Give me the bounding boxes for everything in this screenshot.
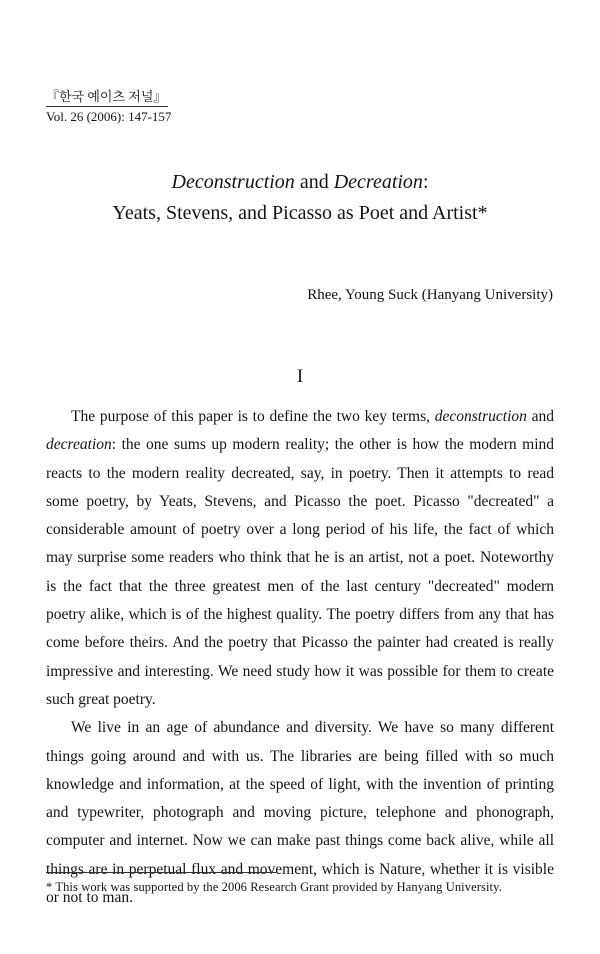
volume-pages: Vol. 26 (2006): 147-157 — [46, 109, 172, 124]
paragraph-1 — [46, 403, 554, 714]
paper-title-line2: Yeats, Stevens, and Picasso as Poet and Artist* — [112, 202, 488, 224]
p1-text-a: The purpose of this paper is to define the two key terms, — [71, 408, 435, 425]
paper-title-line1 — [0, 171, 600, 194]
journal-header — [46, 88, 171, 125]
title-decreation: Decreation — [333, 171, 423, 193]
author-affiliation: Rhee, Young Suck (Hanyang University) — [307, 287, 553, 303]
title-deconstruction: Deconstruction — [171, 171, 295, 193]
section-heading: I — [296, 366, 304, 387]
p1-text-c: : the one sums up modern reality; the other is how the modern mind reacts to the modern reality decreated, say, in poetry. Then it attempts to read some poetry, by Yeats, Stevens, and Picasso the poet. Picasso "decreated" a considerable amount of poetry over a long period of his life, the fact of which may surprise some readers who think that he is an artist, not a poet. Noteworthy is the fact that the three greatest men of the last century "decreated" modern poetry alike, which is of the highest quality. The poetry differs from any that has come before theirs. And the poetry that Picasso the painter had created is really impressive and interesting. We need study how it was possible for them to create such great poetry. — [46, 436, 554, 708]
title-and: and — [294, 171, 334, 193]
footnote: * This work was supported by the 2006 Research Grant provided by Hanyang University. — [46, 880, 502, 894]
body-text — [46, 403, 554, 912]
p1-text-b: and — [526, 408, 554, 425]
footnote-rule — [46, 872, 276, 873]
journal-name: 『한국 예이츠 저널』 — [46, 88, 168, 107]
title-colon: : — [422, 171, 429, 193]
p1-term-decreation: decreation — [46, 436, 112, 454]
paragraph-2: We live in an age of abundance and diversity. We have so many different things going around and with us. The libraries are being filled with so much knowledge and information, at the speed of light, with the invention of printing and typewriter, photograph and moving picture, telephone and phonograph, computer and internet. Now we can make past things come back alive, while all things are in perpetual flux and movement, which is Nature, whether it is visible or not to man. — [46, 719, 554, 907]
p1-term-deconstruction: deconstruction — [434, 408, 527, 425]
